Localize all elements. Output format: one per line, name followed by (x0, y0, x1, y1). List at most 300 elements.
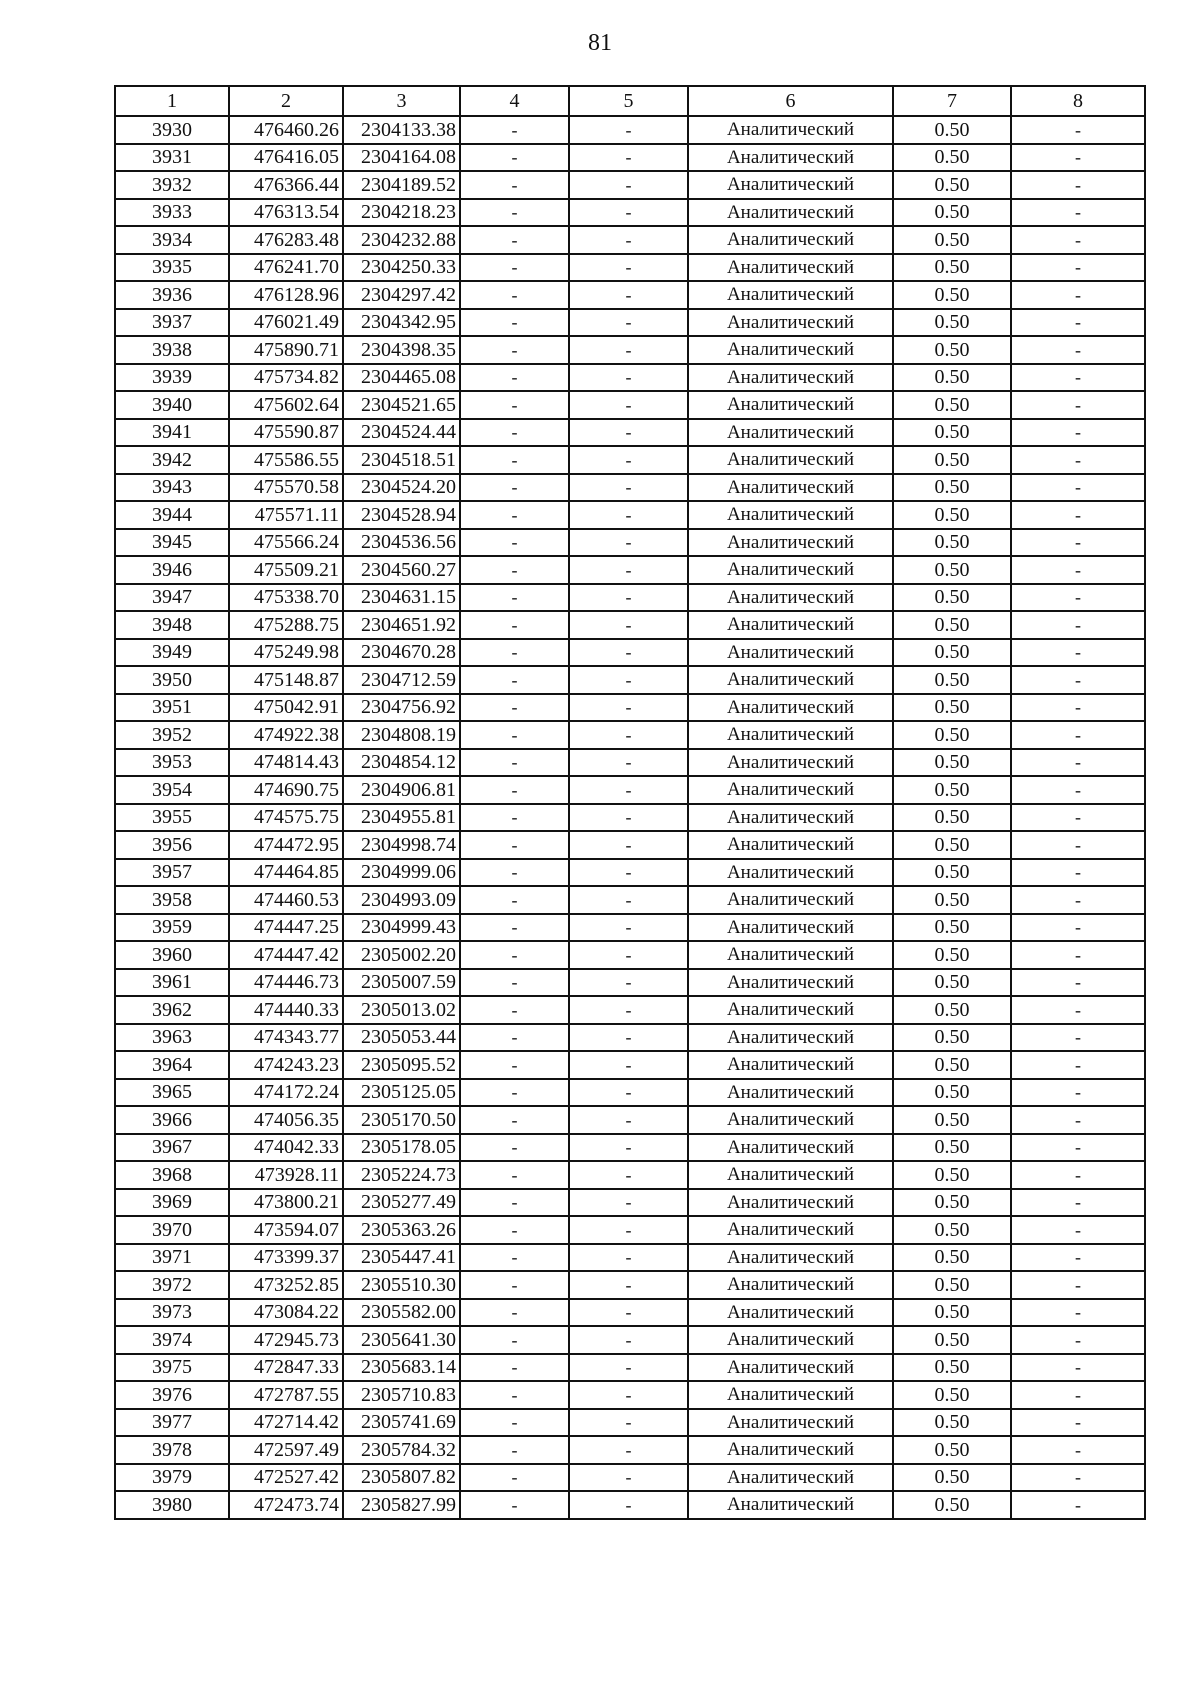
table-row (115, 1024, 1145, 1052)
column-8-cell: - (1011, 694, 1145, 722)
column-8-cell: - (1011, 1464, 1145, 1492)
column-4-cell: - (460, 721, 569, 749)
point-number-cell: 3942 (115, 446, 229, 474)
method-cell: Аналитический (688, 1409, 893, 1437)
table-row (115, 419, 1145, 447)
point-number-cell: 3979 (115, 1464, 229, 1492)
column-5-cell: - (569, 776, 688, 804)
point-number-cell: 3943 (115, 474, 229, 502)
column-4-cell: - (460, 391, 569, 419)
column-8-cell: - (1011, 886, 1145, 914)
y-coordinate-cell: 2305002.20 (343, 941, 460, 969)
point-number-cell: 3970 (115, 1216, 229, 1244)
point-number-cell: 3937 (115, 309, 229, 337)
accuracy-cell: 0.50 (893, 336, 1011, 364)
column-4-cell: - (460, 1354, 569, 1382)
accuracy-cell: 0.50 (893, 254, 1011, 282)
y-coordinate-cell: 2305807.82 (343, 1464, 460, 1492)
x-coordinate-cell: 475249.98 (229, 639, 343, 667)
column-5-cell: - (569, 1024, 688, 1052)
column-8-cell: - (1011, 831, 1145, 859)
column-4-cell: - (460, 474, 569, 502)
y-coordinate-cell: 2305277.49 (343, 1189, 460, 1217)
accuracy-cell: 0.50 (893, 364, 1011, 392)
column-5-cell: - (569, 1079, 688, 1107)
table-row (115, 226, 1145, 254)
method-cell: Аналитический (688, 529, 893, 557)
column-4-cell: - (460, 1134, 569, 1162)
column-4-cell: - (460, 639, 569, 667)
column-5-cell: - (569, 1216, 688, 1244)
x-coordinate-cell: 475571.11 (229, 501, 343, 529)
point-number-cell: 3941 (115, 419, 229, 447)
column-4-cell: - (460, 116, 569, 144)
point-number-cell: 3951 (115, 694, 229, 722)
accuracy-cell: 0.50 (893, 914, 1011, 942)
column-8-cell: - (1011, 1409, 1145, 1437)
method-cell: Аналитический (688, 886, 893, 914)
accuracy-cell: 0.50 (893, 1326, 1011, 1354)
method-cell: Аналитический (688, 1326, 893, 1354)
column-4-cell: - (460, 776, 569, 804)
x-coordinate-cell: 475890.71 (229, 336, 343, 364)
table-row (115, 776, 1145, 804)
point-number-cell: 3971 (115, 1244, 229, 1272)
x-coordinate-cell: 476366.44 (229, 171, 343, 199)
x-coordinate-cell: 472847.33 (229, 1354, 343, 1382)
method-cell: Аналитический (688, 1244, 893, 1272)
column-4-cell: - (460, 969, 569, 997)
table-row (115, 556, 1145, 584)
y-coordinate-cell: 2305125.05 (343, 1079, 460, 1107)
point-number-cell: 3973 (115, 1299, 229, 1327)
column-5-cell: - (569, 1051, 688, 1079)
table-row (115, 886, 1145, 914)
method-cell: Аналитический (688, 171, 893, 199)
y-coordinate-cell: 2304670.28 (343, 639, 460, 667)
accuracy-cell: 0.50 (893, 501, 1011, 529)
column-8-cell: - (1011, 1436, 1145, 1464)
column-4-cell: - (460, 1464, 569, 1492)
column-8-cell: - (1011, 804, 1145, 832)
method-cell: Аналитический (688, 1161, 893, 1189)
column-5-cell: - (569, 666, 688, 694)
table-row (115, 941, 1145, 969)
method-cell: Аналитический (688, 336, 893, 364)
table-row (115, 1161, 1145, 1189)
y-coordinate-cell: 2305224.73 (343, 1161, 460, 1189)
column-header: 5 (569, 86, 688, 116)
accuracy-cell: 0.50 (893, 1436, 1011, 1464)
y-coordinate-cell: 2305447.41 (343, 1244, 460, 1272)
point-number-cell: 3950 (115, 666, 229, 694)
column-5-cell: - (569, 474, 688, 502)
method-cell: Аналитический (688, 419, 893, 447)
column-4-cell: - (460, 1491, 569, 1519)
table-row (115, 364, 1145, 392)
table-row (115, 804, 1145, 832)
method-cell: Аналитический (688, 309, 893, 337)
column-5-cell: - (569, 831, 688, 859)
column-8-cell: - (1011, 1299, 1145, 1327)
column-5-cell: - (569, 226, 688, 254)
table-row (115, 1464, 1145, 1492)
column-5-cell: - (569, 1189, 688, 1217)
point-number-cell: 3948 (115, 611, 229, 639)
column-5-cell: - (569, 501, 688, 529)
x-coordinate-cell: 476460.26 (229, 116, 343, 144)
point-number-cell: 3938 (115, 336, 229, 364)
accuracy-cell: 0.50 (893, 1189, 1011, 1217)
column-4-cell: - (460, 1271, 569, 1299)
point-number-cell: 3952 (115, 721, 229, 749)
column-8-cell: - (1011, 281, 1145, 309)
method-cell: Аналитический (688, 1134, 893, 1162)
column-8-cell: - (1011, 611, 1145, 639)
method-cell: Аналитический (688, 1271, 893, 1299)
y-coordinate-cell: 2304651.92 (343, 611, 460, 639)
point-number-cell: 3976 (115, 1381, 229, 1409)
method-cell: Аналитический (688, 1024, 893, 1052)
y-coordinate-cell: 2305013.02 (343, 996, 460, 1024)
accuracy-cell: 0.50 (893, 996, 1011, 1024)
y-coordinate-cell: 2304712.59 (343, 666, 460, 694)
column-8-cell: - (1011, 749, 1145, 777)
accuracy-cell: 0.50 (893, 1381, 1011, 1409)
table-row (115, 1106, 1145, 1134)
accuracy-cell: 0.50 (893, 721, 1011, 749)
column-8-cell: - (1011, 1354, 1145, 1382)
point-number-cell: 3974 (115, 1326, 229, 1354)
table-row (115, 1326, 1145, 1354)
method-cell: Аналитический (688, 1381, 893, 1409)
column-4-cell: - (460, 1161, 569, 1189)
column-4-cell: - (460, 336, 569, 364)
y-coordinate-cell: 2304524.44 (343, 419, 460, 447)
accuracy-cell: 0.50 (893, 831, 1011, 859)
method-cell: Аналитический (688, 941, 893, 969)
accuracy-cell: 0.50 (893, 446, 1011, 474)
column-8-cell: - (1011, 474, 1145, 502)
column-5-cell: - (569, 611, 688, 639)
table-row (115, 1216, 1145, 1244)
x-coordinate-cell: 476021.49 (229, 309, 343, 337)
column-5-cell: - (569, 364, 688, 392)
x-coordinate-cell: 472527.42 (229, 1464, 343, 1492)
column-4-cell: - (460, 1436, 569, 1464)
method-cell: Аналитический (688, 1491, 893, 1519)
accuracy-cell: 0.50 (893, 116, 1011, 144)
accuracy-cell: 0.50 (893, 859, 1011, 887)
point-number-cell: 3955 (115, 804, 229, 832)
accuracy-cell: 0.50 (893, 199, 1011, 227)
x-coordinate-cell: 475590.87 (229, 419, 343, 447)
column-5-cell: - (569, 969, 688, 997)
table-row (115, 1189, 1145, 1217)
column-8-cell: - (1011, 1024, 1145, 1052)
method-cell: Аналитический (688, 1051, 893, 1079)
method-cell: Аналитический (688, 199, 893, 227)
table-row (115, 144, 1145, 172)
column-8-cell: - (1011, 1106, 1145, 1134)
table-row (115, 1409, 1145, 1437)
accuracy-cell: 0.50 (893, 639, 1011, 667)
column-header: 7 (893, 86, 1011, 116)
table-header-row (115, 86, 1145, 116)
table-row (115, 1051, 1145, 1079)
y-coordinate-cell: 2304398.35 (343, 336, 460, 364)
column-5-cell: - (569, 1464, 688, 1492)
column-4-cell: - (460, 171, 569, 199)
table-row (115, 1271, 1145, 1299)
point-number-cell: 3957 (115, 859, 229, 887)
point-number-cell: 3978 (115, 1436, 229, 1464)
point-number-cell: 3935 (115, 254, 229, 282)
column-5-cell: - (569, 1299, 688, 1327)
column-8-cell: - (1011, 1271, 1145, 1299)
accuracy-cell: 0.50 (893, 694, 1011, 722)
y-coordinate-cell: 2304756.92 (343, 694, 460, 722)
table-row (115, 1244, 1145, 1272)
column-8-cell: - (1011, 446, 1145, 474)
column-4-cell: - (460, 281, 569, 309)
point-number-cell: 3946 (115, 556, 229, 584)
table-row (115, 749, 1145, 777)
column-4-cell: - (460, 749, 569, 777)
method-cell: Аналитический (688, 254, 893, 282)
accuracy-cell: 0.50 (893, 1299, 1011, 1327)
point-number-cell: 3949 (115, 639, 229, 667)
point-number-cell: 3967 (115, 1134, 229, 1162)
table-body (115, 116, 1145, 1519)
column-4-cell: - (460, 611, 569, 639)
column-8-cell: - (1011, 199, 1145, 227)
column-8-cell: - (1011, 501, 1145, 529)
y-coordinate-cell: 2304955.81 (343, 804, 460, 832)
table-row (115, 721, 1145, 749)
y-coordinate-cell: 2304560.27 (343, 556, 460, 584)
column-5-cell: - (569, 144, 688, 172)
x-coordinate-cell: 473594.07 (229, 1216, 343, 1244)
x-coordinate-cell: 475042.91 (229, 694, 343, 722)
column-4-cell: - (460, 1051, 569, 1079)
y-coordinate-cell: 2304524.20 (343, 474, 460, 502)
column-4-cell: - (460, 859, 569, 887)
x-coordinate-cell: 474814.43 (229, 749, 343, 777)
coordinates-table (114, 85, 1146, 1520)
column-5-cell: - (569, 1271, 688, 1299)
x-coordinate-cell: 472945.73 (229, 1326, 343, 1354)
y-coordinate-cell: 2304854.12 (343, 749, 460, 777)
method-cell: Аналитический (688, 749, 893, 777)
column-8-cell: - (1011, 914, 1145, 942)
point-number-cell: 3958 (115, 886, 229, 914)
method-cell: Аналитический (688, 391, 893, 419)
point-number-cell: 3953 (115, 749, 229, 777)
y-coordinate-cell: 2305784.32 (343, 1436, 460, 1464)
column-5-cell: - (569, 804, 688, 832)
column-header: 4 (460, 86, 569, 116)
column-8-cell: - (1011, 336, 1145, 364)
column-4-cell: - (460, 199, 569, 227)
column-5-cell: - (569, 116, 688, 144)
table-row (115, 336, 1145, 364)
table-row (115, 831, 1145, 859)
table-row (115, 666, 1145, 694)
column-5-cell: - (569, 584, 688, 612)
table-row (115, 969, 1145, 997)
x-coordinate-cell: 473800.21 (229, 1189, 343, 1217)
page-number: 81 (588, 30, 612, 56)
accuracy-cell: 0.50 (893, 969, 1011, 997)
x-coordinate-cell: 473252.85 (229, 1271, 343, 1299)
table-row (115, 309, 1145, 337)
column-4-cell: - (460, 1381, 569, 1409)
x-coordinate-cell: 474243.23 (229, 1051, 343, 1079)
column-4-cell: - (460, 1024, 569, 1052)
y-coordinate-cell: 2304631.15 (343, 584, 460, 612)
table-row (115, 914, 1145, 942)
point-number-cell: 3962 (115, 996, 229, 1024)
x-coordinate-cell: 475570.58 (229, 474, 343, 502)
column-4-cell: - (460, 1299, 569, 1327)
point-number-cell: 3934 (115, 226, 229, 254)
column-8-cell: - (1011, 584, 1145, 612)
point-number-cell: 3959 (115, 914, 229, 942)
y-coordinate-cell: 2305510.30 (343, 1271, 460, 1299)
column-8-cell: - (1011, 1189, 1145, 1217)
column-8-cell: - (1011, 941, 1145, 969)
column-4-cell: - (460, 254, 569, 282)
column-8-cell: - (1011, 1216, 1145, 1244)
y-coordinate-cell: 2304998.74 (343, 831, 460, 859)
x-coordinate-cell: 475338.70 (229, 584, 343, 612)
x-coordinate-cell: 474690.75 (229, 776, 343, 804)
x-coordinate-cell: 474440.33 (229, 996, 343, 1024)
y-coordinate-cell: 2304999.43 (343, 914, 460, 942)
column-8-cell: - (1011, 1134, 1145, 1162)
column-4-cell: - (460, 419, 569, 447)
column-8-cell: - (1011, 556, 1145, 584)
column-5-cell: - (569, 996, 688, 1024)
column-8-cell: - (1011, 859, 1145, 887)
y-coordinate-cell: 2304133.38 (343, 116, 460, 144)
point-number-cell: 3944 (115, 501, 229, 529)
column-5-cell: - (569, 254, 688, 282)
column-8-cell: - (1011, 1079, 1145, 1107)
point-number-cell: 3940 (115, 391, 229, 419)
accuracy-cell: 0.50 (893, 1464, 1011, 1492)
method-cell: Аналитический (688, 1106, 893, 1134)
x-coordinate-cell: 473399.37 (229, 1244, 343, 1272)
column-8-cell: - (1011, 666, 1145, 694)
point-number-cell: 3968 (115, 1161, 229, 1189)
x-coordinate-cell: 476283.48 (229, 226, 343, 254)
column-8-cell: - (1011, 254, 1145, 282)
column-4-cell: - (460, 584, 569, 612)
point-number-cell: 3975 (115, 1354, 229, 1382)
column-8-cell: - (1011, 144, 1145, 172)
x-coordinate-cell: 474447.42 (229, 941, 343, 969)
method-cell: Аналитический (688, 556, 893, 584)
column-8-cell: - (1011, 309, 1145, 337)
column-8-cell: - (1011, 996, 1145, 1024)
column-4-cell: - (460, 556, 569, 584)
x-coordinate-cell: 474464.85 (229, 859, 343, 887)
method-cell: Аналитический (688, 1354, 893, 1382)
y-coordinate-cell: 2304465.08 (343, 364, 460, 392)
y-coordinate-cell: 2305178.05 (343, 1134, 460, 1162)
point-number-cell: 3939 (115, 364, 229, 392)
column-5-cell: - (569, 336, 688, 364)
column-5-cell: - (569, 749, 688, 777)
point-number-cell: 3964 (115, 1051, 229, 1079)
x-coordinate-cell: 474460.53 (229, 886, 343, 914)
point-number-cell: 3963 (115, 1024, 229, 1052)
table-row (115, 1381, 1145, 1409)
x-coordinate-cell: 475734.82 (229, 364, 343, 392)
y-coordinate-cell: 2305170.50 (343, 1106, 460, 1134)
x-coordinate-cell: 474446.73 (229, 969, 343, 997)
y-coordinate-cell: 2304189.52 (343, 171, 460, 199)
accuracy-cell: 0.50 (893, 611, 1011, 639)
y-coordinate-cell: 2305827.99 (343, 1491, 460, 1519)
y-coordinate-cell: 2304342.95 (343, 309, 460, 337)
column-8-cell: - (1011, 1326, 1145, 1354)
accuracy-cell: 0.50 (893, 804, 1011, 832)
method-cell: Аналитический (688, 226, 893, 254)
x-coordinate-cell: 472597.49 (229, 1436, 343, 1464)
accuracy-cell: 0.50 (893, 776, 1011, 804)
y-coordinate-cell: 2305741.69 (343, 1409, 460, 1437)
column-4-cell: - (460, 1106, 569, 1134)
table-row (115, 281, 1145, 309)
accuracy-cell: 0.50 (893, 171, 1011, 199)
x-coordinate-cell: 475288.75 (229, 611, 343, 639)
point-number-cell: 3960 (115, 941, 229, 969)
column-8-cell: - (1011, 171, 1145, 199)
column-5-cell: - (569, 1161, 688, 1189)
method-cell: Аналитический (688, 804, 893, 832)
column-4-cell: - (460, 1189, 569, 1217)
column-4-cell: - (460, 666, 569, 694)
column-5-cell: - (569, 721, 688, 749)
accuracy-cell: 0.50 (893, 309, 1011, 337)
column-5-cell: - (569, 859, 688, 887)
y-coordinate-cell: 2305363.26 (343, 1216, 460, 1244)
y-coordinate-cell: 2304999.06 (343, 859, 460, 887)
x-coordinate-cell: 476416.05 (229, 144, 343, 172)
method-cell: Аналитический (688, 364, 893, 392)
method-cell: Аналитический (688, 721, 893, 749)
table-row (115, 391, 1145, 419)
x-coordinate-cell: 476241.70 (229, 254, 343, 282)
column-4-cell: - (460, 1244, 569, 1272)
column-8-cell: - (1011, 226, 1145, 254)
column-5-cell: - (569, 1381, 688, 1409)
accuracy-cell: 0.50 (893, 1106, 1011, 1134)
accuracy-cell: 0.50 (893, 1244, 1011, 1272)
accuracy-cell: 0.50 (893, 1051, 1011, 1079)
y-coordinate-cell: 2304808.19 (343, 721, 460, 749)
column-5-cell: - (569, 1436, 688, 1464)
column-4-cell: - (460, 694, 569, 722)
x-coordinate-cell: 474922.38 (229, 721, 343, 749)
column-5-cell: - (569, 419, 688, 447)
column-8-cell: - (1011, 391, 1145, 419)
x-coordinate-cell: 474172.24 (229, 1079, 343, 1107)
column-8-cell: - (1011, 1161, 1145, 1189)
